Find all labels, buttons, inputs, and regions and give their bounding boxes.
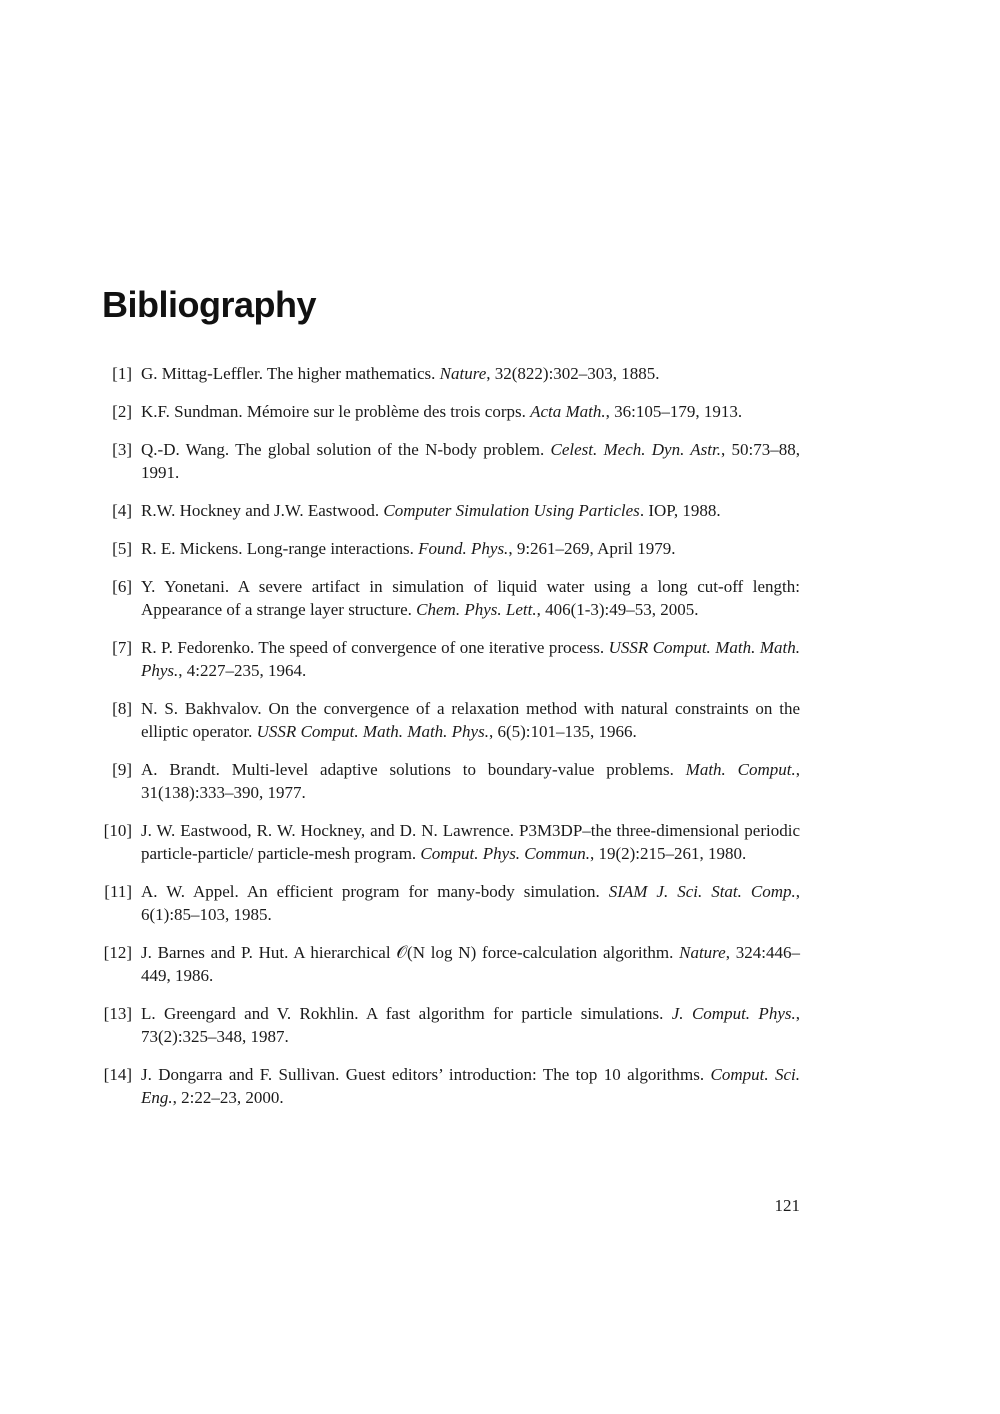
reference-text: J. Barnes and P. Hut. A hierarchical 𝒪(N log N) force-calculation algorithm. bbox=[141, 943, 680, 962]
reference-item bbox=[100, 362, 800, 385]
reference-number: [12] bbox=[103, 943, 132, 962]
reference-item bbox=[100, 636, 800, 682]
reference-text: R.W. Hockney and J.W. Eastwood. bbox=[141, 501, 384, 520]
reference-details: , 6(5):101–135, 1966. bbox=[488, 722, 637, 741]
reference-publication: Found. Phys. bbox=[418, 539, 509, 558]
reference-text: G. Mittag-Leffler. The higher mathematics. bbox=[141, 364, 440, 383]
reference-item bbox=[100, 941, 800, 987]
reference-item bbox=[100, 697, 800, 743]
reference-number: [6] bbox=[112, 577, 132, 596]
reference-details: , 32(822):302–303, 1885. bbox=[486, 364, 660, 383]
reference-number: [2] bbox=[112, 402, 132, 421]
reference-details: , 31(138):333–390, 1977. bbox=[141, 760, 800, 802]
reference-details: , 9:261–269, April 1979. bbox=[508, 539, 676, 558]
reference-item bbox=[100, 819, 800, 865]
reference-text: K.F. Sundman. Mémoire sur le problème des trois corps. bbox=[141, 402, 531, 421]
reference-number: [10] bbox=[103, 821, 132, 840]
reference-publication: USSR Comput. Math. Math. Phys. bbox=[256, 722, 489, 741]
reference-text: L. Greengard and V. Rokhlin. A fast algorithm for particle simulations. bbox=[141, 1004, 672, 1023]
reference-publication: Nature bbox=[679, 943, 726, 962]
reference-number: [9] bbox=[112, 760, 132, 779]
reference-details: . IOP, 1988. bbox=[639, 501, 721, 520]
reference-text: N. S. Bakhvalov. On the convergence of a relaxation method with natural constraints on the elliptic operator. bbox=[141, 699, 800, 741]
reference-publication: Chem. Phys. Lett. bbox=[416, 600, 537, 619]
reference-details: , 324:446–449, 1986. bbox=[141, 943, 800, 985]
reference-item bbox=[100, 1063, 800, 1109]
reference-details: , 4:227–235, 1964. bbox=[178, 661, 307, 680]
reference-publication: Computer Simulation Using Particles bbox=[383, 501, 640, 520]
reference-number: [13] bbox=[103, 1004, 132, 1023]
reference-item bbox=[100, 499, 800, 522]
reference-details: , 6(1):85–103, 1985. bbox=[141, 882, 800, 924]
reference-list bbox=[100, 362, 800, 1124]
reference-details: , 406(1-3):49–53, 2005. bbox=[536, 600, 699, 619]
reference-item bbox=[100, 438, 800, 484]
reference-number: [7] bbox=[112, 638, 132, 657]
reference-publication: Comput. Phys. Commun. bbox=[420, 844, 590, 863]
reference-publication: Nature bbox=[439, 364, 487, 383]
reference-publication: Math. Comput. bbox=[685, 760, 796, 779]
reference-number: [5] bbox=[112, 539, 132, 558]
reference-item bbox=[100, 400, 800, 423]
reference-text: Q.-D. Wang. The global solution of the N-body problem. bbox=[141, 440, 551, 459]
reference-publication: Celest. Mech. Dyn. Astr. bbox=[550, 440, 722, 459]
reference-text: R. P. Fedorenko. The speed of convergence of one iterative process. bbox=[141, 638, 609, 657]
reference-number: [8] bbox=[112, 699, 132, 718]
reference-publication: USSR Comput. Math. Math. Phys. bbox=[141, 638, 800, 680]
page-title: Bibliography bbox=[102, 284, 317, 325]
reference-details: , 50:73–88, 1991. bbox=[141, 440, 801, 482]
reference-number: [11] bbox=[104, 882, 132, 901]
reference-text: J. Dongarra and F. Sullivan. Guest editors’ introduction: The top 10 algorithms. bbox=[141, 1065, 711, 1084]
reference-publication: Comput. Sci. Eng. bbox=[141, 1065, 800, 1107]
reference-publication: SIAM J. Sci. Stat. Comp. bbox=[608, 882, 796, 901]
reference-item bbox=[100, 575, 800, 621]
page-number: 121 bbox=[774, 1196, 800, 1215]
reference-item bbox=[100, 880, 800, 926]
reference-number: [3] bbox=[112, 440, 132, 459]
reference-number: [14] bbox=[103, 1065, 132, 1084]
reference-text: Y. Yonetani. A severe artifact in simulation of liquid water using a long cut-off length: Appearance of a strange layer structure. bbox=[141, 577, 800, 619]
reference-publication: Acta Math. bbox=[530, 402, 606, 421]
reference-item bbox=[100, 537, 800, 560]
reference-text: A. Brandt. Multi-level adaptive solutions to boundary-value problems. bbox=[141, 760, 686, 779]
reference-item bbox=[100, 758, 800, 804]
reference-text: J. W. Eastwood, R. W. Hockney, and D. N. Lawrence. P3M3DP–the three-dimensional periodic particle-particle/ particle-mesh program. bbox=[141, 821, 800, 863]
reference-item bbox=[100, 1002, 800, 1048]
reference-details: , 73(2):325–348, 1987. bbox=[141, 1004, 800, 1046]
reference-text: A. W. Appel. An efficient program for many-body simulation. bbox=[141, 882, 609, 901]
reference-number: [1] bbox=[112, 364, 132, 383]
reference-details: , 19(2):215–261, 1980. bbox=[589, 844, 747, 863]
reference-details: , 36:105–179, 1913. bbox=[605, 402, 743, 421]
reference-details: , 2:22–23, 2000. bbox=[172, 1088, 284, 1107]
reference-publication: J. Comput. Phys. bbox=[671, 1004, 796, 1023]
reference-text: R. E. Mickens. Long-range interactions. bbox=[141, 539, 419, 558]
reference-number: [4] bbox=[112, 501, 132, 520]
